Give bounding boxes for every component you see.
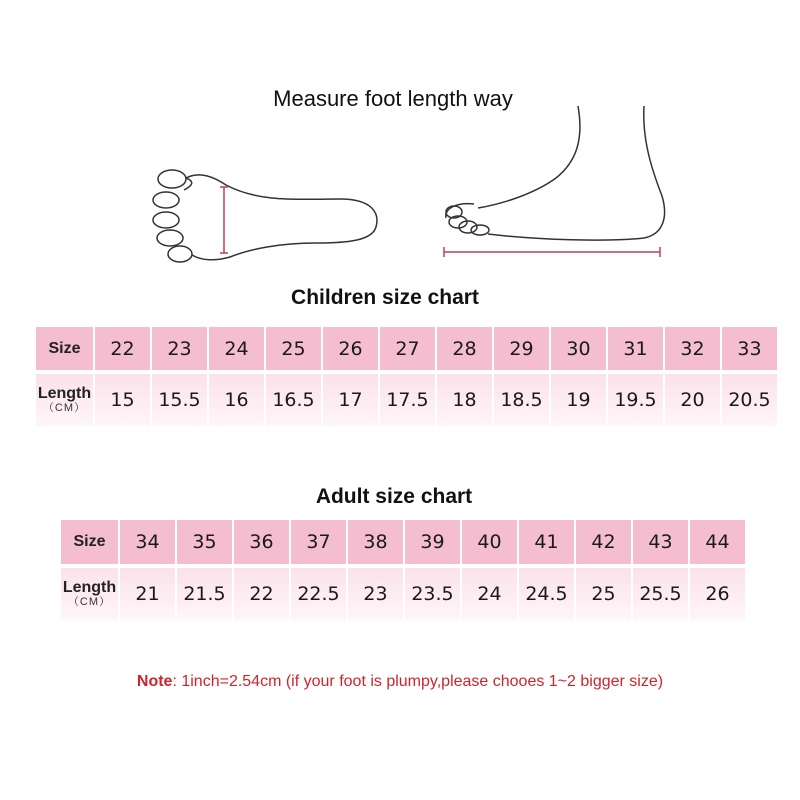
size-cell: 32 [665,327,720,370]
note-label: Note [136,673,173,690]
length-cell: 15 [95,374,150,426]
length-cell: 20 [665,374,720,426]
size-cell: 42 [576,520,631,564]
size-header: Size [36,327,93,370]
length-cell: 18.5 [494,374,549,426]
size-cell: 36 [234,520,289,564]
adult-size-chart-title: Adult size chart [315,485,473,508]
length-cell: 17 [323,374,378,426]
size-cell: 39 [405,520,460,564]
length-cell: 24 [462,568,517,620]
length-cell: 15.5 [152,374,207,426]
length-cell: 21 [120,568,175,620]
length-header [61,568,118,620]
size-cell: 30 [551,327,606,370]
size-cell: 44 [690,520,745,564]
length-cell: 24.5 [519,568,574,620]
note-text: : 1inch=2.54cm (if your foot is plumpy,please chooes 1~2 bigger size) [172,673,664,690]
size-cell: 35 [177,520,232,564]
size-cell: 34 [120,520,175,564]
length-cell: 17.5 [380,374,435,426]
size-cell: 27 [380,327,435,370]
size-cell: 29 [494,327,549,370]
length-cell: 18 [437,374,492,426]
length-cell: 25 [576,568,631,620]
length-cell: 16.5 [266,374,321,426]
size-cell: 22 [95,327,150,370]
length-cell: 25.5 [633,568,688,620]
length-cell: 20.5 [722,374,777,426]
length-cell: 19 [551,374,606,426]
length-cell: 26 [690,568,745,620]
size-note [0,673,800,691]
foot-side-illustration [438,100,670,266]
size-cell: 41 [519,520,574,564]
size-cell: 40 [462,520,517,564]
size-cell: 31 [608,327,663,370]
size-cell: 43 [633,520,688,564]
length-cell: 19.5 [608,374,663,426]
length-header [36,374,93,426]
size-cell: 25 [266,327,321,370]
length-cell: 22 [234,568,289,620]
length-cell: 16 [209,374,264,426]
length-unit-label: （CM） [67,596,112,608]
size-cell: 38 [348,520,403,564]
length-cell: 23.5 [405,568,460,620]
length-cell: 22.5 [291,568,346,620]
length-cell: 21.5 [177,568,232,620]
length-unit-label: （CM） [42,402,87,414]
size-cell: 23 [152,327,207,370]
length-header-label: Length [62,579,117,596]
size-cell: 24 [209,327,264,370]
size-cell: 33 [722,327,777,370]
children-size-table [36,327,777,426]
size-cell: 26 [323,327,378,370]
length-cell: 23 [348,568,403,620]
adult-size-table [61,520,751,620]
size-cell: 37 [291,520,346,564]
children-size-chart-title: Children size chart [291,286,479,309]
length-header-label: Length [37,385,92,402]
size-header: Size [61,520,118,564]
measure-title: Measure foot length way [273,86,513,111]
size-cell: 28 [437,327,492,370]
foot-sole-illustration [150,165,382,265]
